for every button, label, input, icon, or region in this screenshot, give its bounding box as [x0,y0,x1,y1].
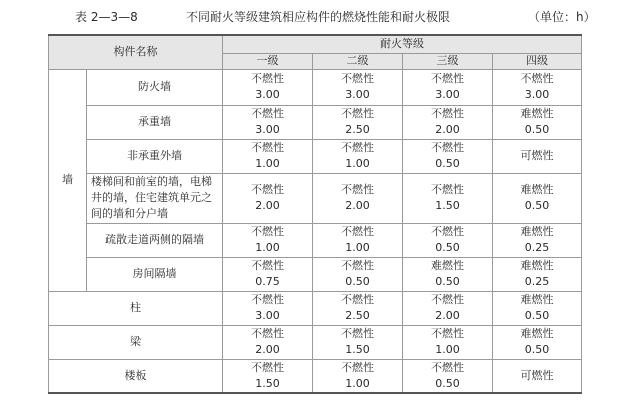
combustibility: 不燃性 [431,183,464,196]
component-name: 房间隔墙 [87,257,223,291]
rating-cell [313,359,403,393]
component-name: 疏散走道两侧的隔墙 [87,223,223,257]
combustibility: 不燃性 [341,107,374,120]
rating-cell [313,173,403,223]
fire-resistance-hours: 3.00 [345,88,370,101]
fire-resistance-table [48,34,582,394]
header-component-name: 构件名称 [49,35,223,69]
combustibility: 不燃性 [251,183,284,196]
rating-cell [223,223,313,257]
combustibility: 难燃性 [520,183,554,196]
rating-cell [223,173,313,223]
combustibility: 不燃性 [341,293,374,306]
combustibility: 不燃性 [251,360,284,374]
combustibility: 不燃性 [251,327,284,340]
combustibility: 不燃性 [341,360,374,374]
rating-cell [313,257,403,291]
fire-resistance-hours: 0.50 [435,157,460,170]
combustibility: 难燃性 [520,225,554,238]
fire-resistance-hours: 0.25 [524,275,550,288]
rating-cell [403,257,493,291]
component-name: 柱 [49,291,223,325]
combustibility: 难燃性 [520,259,554,272]
rating-cell [223,291,313,325]
rating-cell [403,173,493,223]
table-row [49,105,582,139]
rating-cell [313,291,403,325]
rating-cell [313,139,403,173]
rating-cell [223,69,313,105]
combustibility: 不燃性 [251,293,284,306]
rating-cell [313,325,403,359]
wall-group-label: 墙 [49,69,87,291]
rating-cell [313,223,403,257]
combustibility: 难燃性 [431,259,464,272]
rating-cell [223,359,313,393]
component-name: 防火墙 [87,69,223,105]
header-level: 四级 [493,53,582,69]
combustibility: 不燃性 [431,360,464,374]
fire-resistance-hours: 3.00 [435,88,460,101]
fire-resistance-hours: 1.00 [255,241,280,254]
fire-resistance-hours: 0.50 [524,199,550,212]
combustibility: 可燃性 [520,149,554,162]
fire-resistance-hours: 3.00 [524,88,550,101]
table-row [49,257,582,291]
rating-cell [493,105,582,139]
rating-cell [403,69,493,105]
header-level: 一级 [223,53,313,69]
combustibility: 不燃性 [341,72,374,85]
rating-cell [313,69,403,105]
fire-resistance-hours: 0.50 [435,376,460,390]
combustibility: 不燃性 [431,225,464,238]
fire-resistance-hours: 1.00 [345,376,370,390]
table-unit: （单位：h） [528,10,596,24]
rating-cell [223,139,313,173]
rating-cell [403,359,493,393]
rating-cell [493,257,582,291]
rating-cell [493,325,582,359]
combustibility: 难燃性 [520,293,554,306]
fire-resistance-hours: 0.50 [345,275,370,288]
fire-resistance-hours: 1.00 [435,343,460,356]
component-name: 非承重外墙 [87,139,223,173]
combustibility: 不燃性 [341,259,374,272]
table-row [49,139,582,173]
combustibility: 不燃性 [431,293,464,306]
fire-resistance-hours: 0.50 [435,275,460,288]
fire-resistance-hours: 0.50 [524,343,550,356]
rating-cell [223,105,313,139]
fire-resistance-hours: 3.00 [255,123,280,136]
rating-cell [493,69,582,105]
combustibility: 不燃性 [431,72,464,85]
fire-resistance-hours: 2.50 [345,309,370,322]
combustibility: 不燃性 [251,259,284,272]
combustibility: 不燃性 [341,141,374,154]
fire-resistance-hours: 2.00 [435,123,460,136]
rating-cell [403,223,493,257]
header-row [49,35,582,53]
fire-resistance-hours: 2.00 [255,343,280,356]
fire-resistance-hours: 0.50 [524,123,550,136]
rating-cell [313,105,403,139]
rating-cell [403,139,493,173]
rating-cell [403,105,493,139]
fire-resistance-hours: 1.50 [345,343,370,356]
fire-resistance-hours: 2.00 [255,199,280,212]
combustibility: 不燃性 [341,225,374,238]
fire-resistance-hours: 2.00 [435,309,460,322]
table-caption [0,4,633,26]
table-row [49,69,582,105]
combustibility: 不燃性 [251,107,284,120]
header-fire-rating: 耐火等级 [223,35,582,53]
combustibility: 难燃性 [520,327,554,340]
table-row [49,291,582,325]
rating-cell [493,291,582,325]
rating-cell [493,223,582,257]
fire-resistance-hours: 0.75 [255,275,280,288]
fire-resistance-hours: 0.25 [524,241,550,254]
fire-resistance-hours: 0.50 [435,241,460,254]
fire-resistance-hours: 1.50 [435,199,460,212]
rating-cell [403,325,493,359]
rating-cell [223,325,313,359]
fire-resistance-hours: 2.00 [345,199,370,212]
table-row [49,223,582,257]
component-name: 承重墙 [87,105,223,139]
fire-resistance-hours: 2.50 [345,123,370,136]
rating-cell [493,173,582,223]
table-row [49,325,582,359]
rating-cell [223,257,313,291]
combustibility: 不燃性 [251,225,284,238]
header-level: 三级 [403,53,493,69]
combustibility: 难燃性 [520,107,554,120]
header-level: 二级 [313,53,403,69]
fire-resistance-hours: 1.00 [345,157,370,170]
combustibility: 不燃性 [431,327,464,340]
fire-resistance-hours: 1.00 [255,157,280,170]
table-number: 表 2—3—8 [75,10,138,24]
rating-cell [493,139,582,173]
combustibility: 不燃性 [431,141,464,154]
component-name: 楼梯间和前室的墙，电梯井的墙，住宅建筑单元之间的墙和分户墙 [87,173,223,223]
combustibility: 不燃性 [251,141,284,154]
rating-cell [403,291,493,325]
combustibility: 不燃性 [520,72,554,85]
table-row [49,359,582,393]
combustibility: 不燃性 [431,107,464,120]
table-row [49,173,582,223]
fire-resistance-hours: 0.50 [524,309,550,322]
table-title: 不同耐火等级建筑相应构件的燃烧性能和耐火极限 [186,10,451,24]
combustibility: 不燃性 [251,72,284,85]
fire-resistance-hours: 3.00 [255,88,280,101]
component-name: 楼板 [49,359,223,393]
component-name: 梁 [49,325,223,359]
combustibility: 不燃性 [341,183,374,196]
fire-resistance-hours: 1.00 [345,241,370,254]
combustibility: 可燃性 [520,368,554,382]
rating-cell [493,359,582,393]
fire-resistance-hours: 1.50 [255,376,280,390]
fire-resistance-hours: 3.00 [255,309,280,322]
combustibility: 不燃性 [341,327,374,340]
